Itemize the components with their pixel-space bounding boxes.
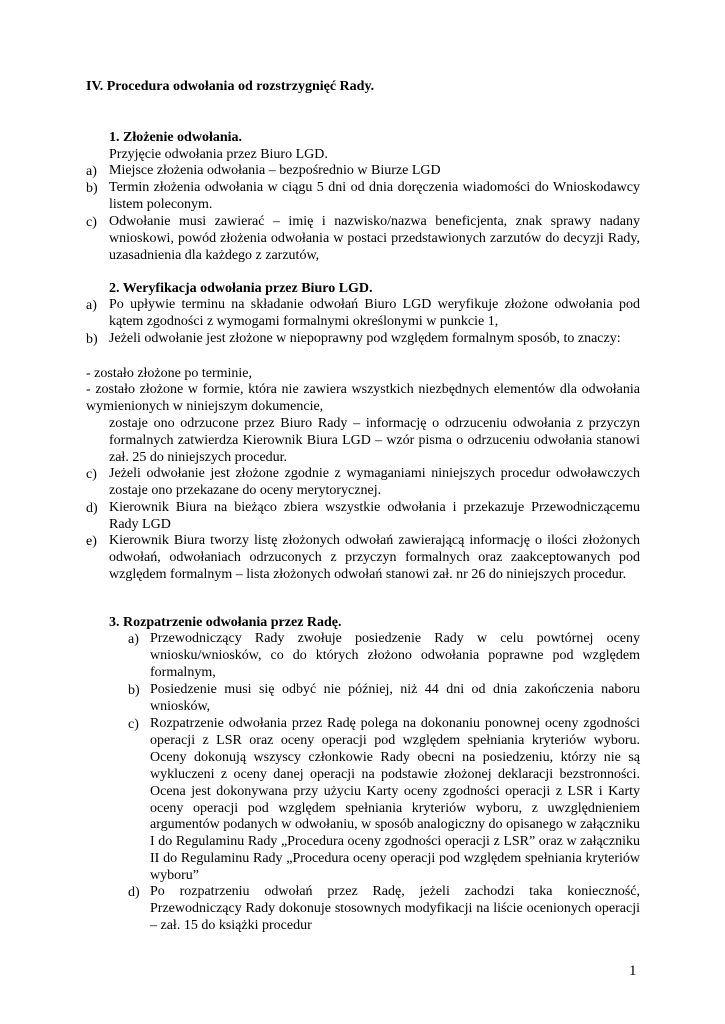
list-item-text: Rozpatrzenie odwołania przez Radę polega na dokonaniu ponownej oceny zgodności operacji z LSR oraz oceny operacji pod względem spełniania kryteriów wyboru. Oceny dokonują wszyscy członkowie Rady obecni na posiedzeniu, którzy nie są wykluczeni z oceny danej operacji na podstawie złożonej deklaracji bezstronności. Ocena jest dokonywana przy użyciu Karty oceny zgodności operacji z LSR i Karty oceny operacji pod względem spełniania kryteriów wyboru, z uwzględnieniem argumentów podanych w odwołaniu, w sposób analogiczny do opisanego w załączniku I do Regulaminu Rady „Procedura oceny zgodności operacji z LSR” oraz w załączniku II do Regulaminu Rady „Procedura oceny operacji pod względem spełniania kryteriów wyboru” <box>150 716 640 884</box>
chapter-heading: IV. Procedura odwołania od rozstrzygnięć Rady. <box>86 79 375 94</box>
item-label: a) <box>128 632 139 647</box>
section-1-intro: Przyjęcie odwołania przez Biuro LGD. <box>109 147 328 162</box>
list-item-text: Po upływie terminu na składanie odwołań Biuro LGD weryfikuje złożone odwołania pod kątem zgodności z wymogami formalnymi określonymi w punkcie 1, <box>109 297 640 329</box>
item-label: c) <box>128 717 139 732</box>
item-label: a) <box>86 298 97 313</box>
item-label: c) <box>86 467 97 482</box>
list-item-text: Posiedzenie musi się odbyć nie później, niż 44 dni od dnia zakończenia naboru wniosków, <box>150 682 640 714</box>
list-item-text: Jeżeli odwołanie jest złożone w niepoprawny pod względem formalnym sposób, to znaczy: <box>109 331 621 346</box>
item-label: d) <box>128 885 140 900</box>
section-3-title: 3. Rozpatrzenie odwołania przez Radę. <box>109 615 342 630</box>
section-1-title: 1. Złożenie odwołania. <box>109 130 243 145</box>
dash-line: - zostało złożone w formie, która nie zawiera wszystkich niezbędnych elementów dla odwołania wymienionych w niniejszym dokumencie, <box>86 382 640 414</box>
dash-line: - zostało złożone po terminie, <box>86 366 252 381</box>
item-label: d) <box>86 501 98 516</box>
item-label: c) <box>86 215 97 230</box>
list-item-text: Kierownik Biura na bieżąco zbiera wszystkie odwołania i przekazuje Przewodniczącemu Rady LGD <box>109 500 640 532</box>
list-item-text: Miejsce złożenia odwołania – bezpośrednio w Biurze LGD <box>109 163 441 178</box>
item-label: b) <box>86 181 98 196</box>
item-label: e) <box>86 534 97 549</box>
section-2-title: 2. Weryfikacja odwołania przez Biuro LGD. <box>109 281 373 296</box>
item-label: b) <box>128 683 140 698</box>
list-item-text: Przewodniczący Rady zwołuje posiedzenie Rady w celu powtórnej oceny wniosku/wniosków, co do których złożono odwołania poprawne pod względem formalnym, <box>150 631 640 680</box>
list-item-text: Kierownik Biura tworzy listę złożonych odwołań zawierającą informację o ilości złożonych odwołań, odwołaniach odrzuconych z przyczyn formalnych oraz zaakceptowanych pod względem formalnym – lista złożonych odwołań stanowi zał. nr 26 do niniejszych procedur. <box>109 533 640 582</box>
page-number: 1 <box>629 963 637 979</box>
list-item-text: Jeżeli odwołanie jest złożone zgodnie z wymaganiami niniejszych procedur odwoławczych zostaje ono przekazane do oceny merytorycznej. <box>109 466 640 498</box>
list-item-text: Po rozpatrzeniu odwołań przez Radę, jeżeli zachodzi taka konieczność, Przewodniczący Rady dokonuje stosownych modyfikacji na liście ocenionych operacji – zał. 15 do książki procedur <box>150 884 640 933</box>
item-label: b) <box>86 332 98 347</box>
continuation-text: zostaje ono odrzucone przez Biuro Rady – informację o odrzuceniu odwołania z przyczyn formalnych zatwierdza Kierownik Biura LGD – wzór pisma o odrzuceniu odwołania stanowi zał. 25 do niniejszych procedur. <box>109 416 640 465</box>
item-label: a) <box>86 164 97 179</box>
list-item-text: Odwołanie musi zawierać – imię i nazwisko/nazwa beneficjenta, znak sprawy nadany wnioskowi, powód złożenia odwołania w postaci przedstawionych zarzutów do decyzji Rady, uzasadnienia dla każdego z zarzutów, <box>109 214 640 263</box>
list-item-text: Termin złożenia odwołania w ciągu 5 dni od dnia doręczenia wiadomości do Wnioskodawcy listem poleconym. <box>109 180 640 212</box>
